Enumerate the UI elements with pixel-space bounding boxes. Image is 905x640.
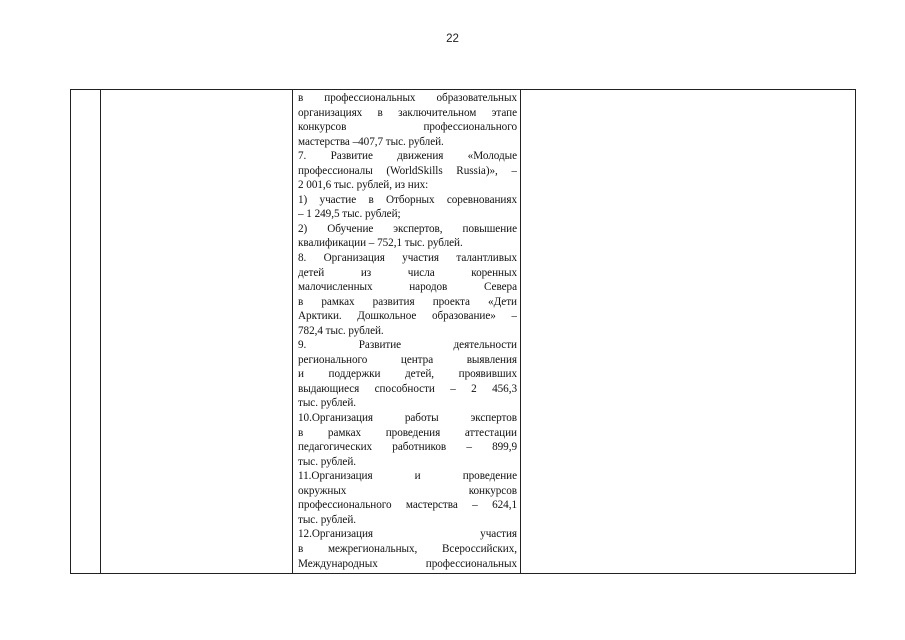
text-line: 2 001,6 тыс. рублей, из них: (298, 179, 429, 192)
text-line: профессионального мастерства – 624,1 (298, 499, 517, 512)
text-line: 8. Организация участия талантливых (298, 252, 517, 265)
text-line: выдающиеся способности – 2 456,3 (298, 382, 517, 395)
text-line: в рамках развития проекта «Дети (298, 295, 517, 308)
text-line: в профессиональных образовательных (298, 92, 517, 104)
text-line: тыс. рублей. (298, 513, 357, 526)
page-number: 22 (446, 33, 459, 45)
text-line: 782,4 тыс. рублей. (298, 324, 384, 337)
document-table (70, 89, 856, 574)
text-line: тыс. рублей. (298, 455, 357, 468)
text-line: – 1 249,5 тыс. рублей; (298, 208, 401, 221)
text-line: Международных профессиональных (298, 557, 517, 570)
text-line: малочисленных народов Севера (298, 281, 517, 294)
text-line: профессионалы (WorldSkills Russia)», – (298, 164, 517, 177)
text-line: конкурсов профессионального (298, 121, 517, 134)
description-text (298, 91, 517, 571)
text-line: организациях в заключительном этапе (298, 106, 517, 119)
text-line: окружных конкурсов (298, 484, 517, 497)
text-line: в рамках проведения аттестации (298, 426, 517, 439)
text-line: 12.Организация участия (298, 528, 517, 541)
text-line: 2) Обучение экспертов, повышение (298, 222, 517, 235)
text-line: в межрегиональных, Всероссийских, (298, 542, 517, 555)
text-line: 9. Развитие деятельности (298, 339, 517, 352)
text-line: регионального центра выявления (298, 353, 517, 366)
table-cell-number (71, 90, 101, 573)
text-line: 11.Организация и проведение (298, 470, 517, 483)
text-line: 7. Развитие движения «Молодые (298, 150, 517, 163)
text-line: педагогических работников – 899,9 (298, 441, 517, 454)
table-cell-notes (521, 90, 855, 573)
text-line: тыс. рублей. (298, 397, 357, 410)
text-line: детей из числа коренных (298, 266, 517, 279)
text-line: квалификации – 752,1 тыс. рублей. (298, 237, 463, 250)
table-cell-name (101, 90, 293, 573)
text-line: и поддержки детей, проявивших (298, 368, 517, 381)
text-line: 10.Организация работы экспертов (298, 412, 517, 425)
text-line: мастерства –407,7 тыс. рублей. (298, 135, 444, 148)
text-line: 1) участие в Отборных соревнованиях (298, 193, 517, 206)
text-line: Арктики. Дошкольное образование» – (298, 310, 517, 323)
